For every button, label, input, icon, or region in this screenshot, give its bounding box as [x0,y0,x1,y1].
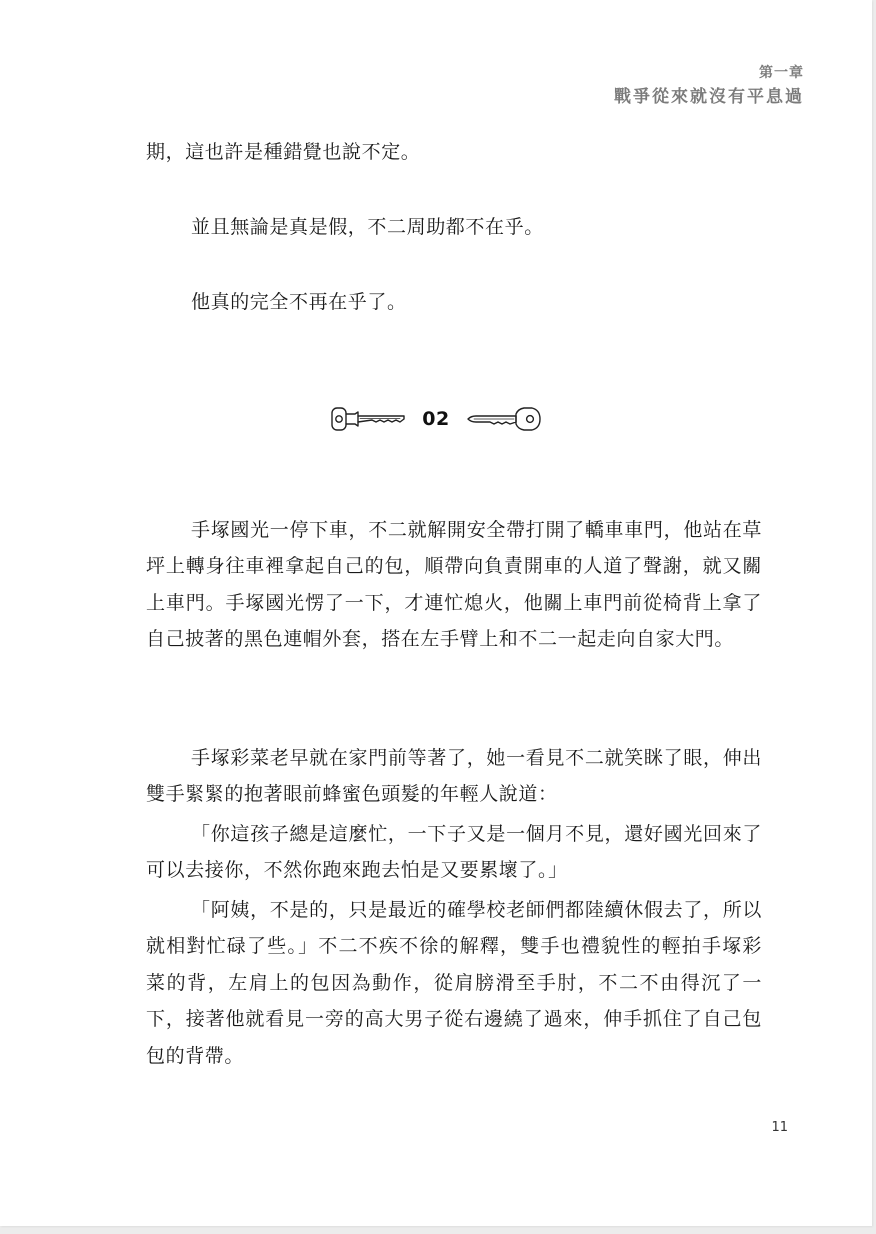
section-divider [0,402,872,436]
paragraph: 手塚彩菜老早就在家門前等著了，她一看見不二就笑眯了眼，伸出雙手緊緊的抱著眼前蜂蜜色頭髮的年輕人說道： [146,747,762,806]
dialogue-paragraph: 「你這孩子總是這麼忙，一下子又是一個月不見，還好國光回來了可以去接你，不然你跑來跑去怕是又要累壞了。」 [146,823,762,882]
chapter-title: 戰爭從來就沒有平息過 [614,87,804,107]
paragraph: 他真的完全不再在乎了。 [191,291,407,313]
page-number: 11 [771,1120,788,1135]
chapter-number: 第一章 [759,65,804,81]
key-icon [330,405,406,433]
dialogue-paragraph: 「阿姨，不是的，只是最近的確學校老師們都陸續休假去了，所以就相對忙碌了些。」不二不疾不徐的解釋，雙手也禮貌性的輕拍手塚彩菜的背，左肩上的包因為動作，從肩膀滑至手肘，不二不由得沉了一下，接著他就看見一旁的高大男子從右邊繞了過來，伸手抓住了自己包包的背帶。 [146,899,762,1067]
paragraph: 並且無論是真是假，不二周助都不在乎。 [191,216,544,238]
running-header [614,62,804,110]
paragraph: 手塚國光一停下車，不二就解開安全帶打開了轎車車門，他站在草坪上轉身往車裡拿起自己的包，順帶向負責開車的人道了聲謝，就又關上車門。手塚國光愣了一下，才連忙熄火，他關上車門前從椅背上拿了自己披著的黑色連帽外套，搭在左手臂上和不二一起走向自家大門。 [146,519,762,651]
paragraph-continuation: 期，這也許是種錯覺也說不定。 [146,141,421,163]
section-number: 02 [422,408,450,430]
key-icon [466,405,542,433]
